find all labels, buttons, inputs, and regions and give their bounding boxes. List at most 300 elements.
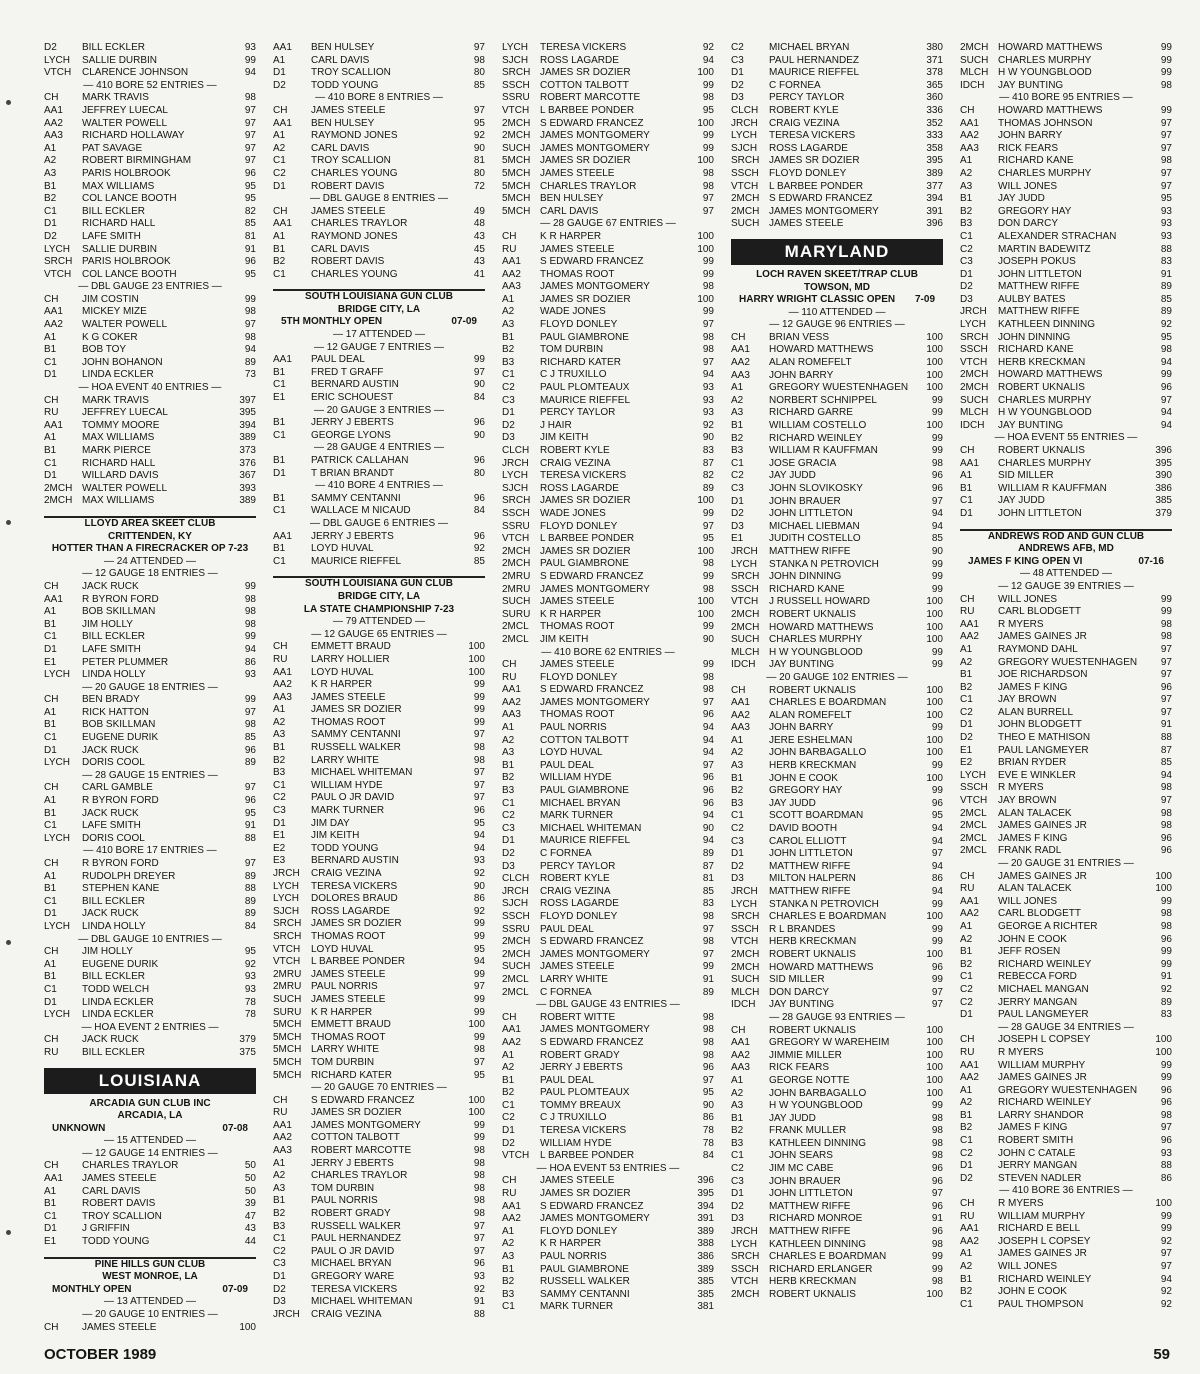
class-code: AA1 bbox=[502, 1200, 521, 1212]
result-row bbox=[273, 1233, 485, 1246]
class-code: D1 bbox=[731, 495, 744, 507]
result-row bbox=[731, 1176, 943, 1189]
result-row bbox=[502, 1112, 714, 1125]
shooter-name: J HAIR bbox=[540, 419, 572, 431]
result-row bbox=[502, 684, 714, 697]
class-code: SRCH bbox=[502, 67, 531, 79]
shooter-name: JAMES SR DOZIER bbox=[311, 1107, 402, 1119]
class-code: AA1 bbox=[44, 104, 63, 116]
class-code: B2 bbox=[273, 754, 286, 766]
score: 88 bbox=[473, 1308, 485, 1320]
result-row bbox=[273, 206, 485, 219]
shooter-name: JOHN E COOK bbox=[998, 1286, 1067, 1298]
score: 98 bbox=[244, 593, 256, 605]
score: 385 bbox=[697, 1276, 714, 1288]
class-code: C1 bbox=[273, 779, 286, 791]
result-row bbox=[273, 231, 485, 244]
class-code: B2 bbox=[960, 1122, 973, 1134]
result-row bbox=[960, 1009, 1172, 1022]
class-code: B2 bbox=[502, 772, 515, 784]
result-row bbox=[273, 667, 485, 680]
class-code: B2 bbox=[731, 1125, 744, 1137]
shooter-name: ROBERT DAVIS bbox=[311, 256, 385, 268]
score: 390 bbox=[1155, 470, 1172, 482]
result-row bbox=[44, 719, 256, 732]
event-subheader: — 410 BORE 36 ENTRIES — bbox=[999, 1185, 1133, 1197]
class-code: LYCH bbox=[731, 558, 757, 570]
score: 98 bbox=[702, 583, 714, 595]
result-row bbox=[502, 1125, 714, 1138]
result-row bbox=[502, 1289, 714, 1302]
result-row bbox=[44, 1211, 256, 1224]
shooter-name: ROBERT KYLE bbox=[769, 104, 839, 116]
score: 98 bbox=[702, 936, 714, 948]
class-code: LYCH bbox=[731, 1238, 757, 1250]
class-code: D1 bbox=[960, 1009, 973, 1021]
score: 396 bbox=[1155, 445, 1172, 456]
shooter-name: JAMES SR DOZIER bbox=[540, 293, 631, 305]
class-code: B1 bbox=[273, 455, 286, 466]
shooter-name: PATRICK CALLAHAN bbox=[311, 455, 409, 466]
class-code: C2 bbox=[273, 1245, 286, 1257]
binding-hole-mark bbox=[6, 520, 11, 525]
shooter-name: JAY JUDD bbox=[769, 1112, 816, 1124]
score: 80 bbox=[473, 167, 485, 179]
score: 85 bbox=[244, 732, 256, 744]
result-row bbox=[273, 1284, 485, 1297]
class-code: RU bbox=[273, 653, 288, 665]
score: 96 bbox=[473, 455, 485, 466]
shooter-name: MATTHEW RIFFE bbox=[769, 1200, 851, 1212]
result-row bbox=[44, 294, 256, 307]
shooter-name: ROSS LAGARDE bbox=[540, 54, 619, 66]
result-row bbox=[731, 344, 943, 357]
result-row bbox=[731, 483, 943, 496]
shooter-name: MARTIN BADEWITZ bbox=[998, 243, 1091, 255]
result-row bbox=[502, 80, 714, 93]
result-row bbox=[731, 55, 943, 68]
shooter-name: MICHAEL MANGAN bbox=[998, 983, 1089, 995]
shooter-name: MATTHEW RIFFE bbox=[769, 860, 851, 872]
shooter-name: JERRY MANGAN bbox=[998, 1160, 1078, 1172]
shooter-name: TERESA VICKERS bbox=[769, 130, 856, 142]
score: 100 bbox=[926, 772, 943, 784]
class-code: AA3 bbox=[44, 130, 63, 142]
result-row bbox=[502, 584, 714, 597]
score: 100 bbox=[926, 948, 943, 960]
score: 98 bbox=[931, 1112, 943, 1124]
result-row bbox=[960, 1097, 1172, 1110]
shooter-name: JAMES STEELE bbox=[540, 1175, 615, 1187]
class-code: CLCH bbox=[731, 104, 759, 116]
class-code: CH bbox=[44, 394, 59, 406]
class-code: A1 bbox=[960, 643, 973, 655]
class-code: AA1 bbox=[44, 1173, 63, 1185]
shooter-name: MICHAEL WHITEMAN bbox=[311, 767, 413, 779]
result-row bbox=[731, 924, 943, 937]
results-column-5 bbox=[960, 42, 1172, 1311]
footer-issue-date: OCTOBER 1989 bbox=[44, 1346, 157, 1363]
class-code: SUCH bbox=[960, 394, 989, 406]
result-row bbox=[731, 861, 943, 874]
result-row bbox=[731, 873, 943, 886]
score: 96 bbox=[1160, 1084, 1172, 1096]
result-row bbox=[731, 1264, 943, 1277]
score: 88 bbox=[244, 832, 256, 844]
class-code: B1 bbox=[502, 759, 515, 771]
club-header-line: BRIDGE CITY, LA bbox=[337, 590, 421, 602]
result-row bbox=[273, 692, 485, 705]
result-row bbox=[960, 820, 1172, 833]
shooter-name: ROSS LAGARDE bbox=[769, 142, 848, 154]
shooter-name: WALTER POWELL bbox=[82, 117, 168, 129]
class-code: A1 bbox=[273, 1157, 286, 1169]
score: 365 bbox=[926, 79, 943, 91]
result-row bbox=[731, 433, 943, 446]
result-row bbox=[960, 105, 1172, 118]
event-subheader: — 12 GAUGE 18 ENTRIES — bbox=[82, 568, 218, 580]
result-row bbox=[273, 994, 485, 1007]
class-code: A1 bbox=[44, 958, 57, 970]
result-row bbox=[731, 496, 943, 509]
shooter-name: PAUL GIAMBRONE bbox=[540, 331, 629, 343]
shooter-name: LARRY SHANDOR bbox=[998, 1109, 1084, 1121]
score: 99 bbox=[931, 923, 943, 935]
shooter-name: LAFE SMITH bbox=[82, 643, 141, 655]
result-row bbox=[44, 795, 256, 808]
class-code: A2 bbox=[502, 306, 515, 318]
result-row bbox=[273, 818, 485, 831]
class-code: A2 bbox=[273, 1170, 286, 1182]
class-code: AA2 bbox=[502, 1213, 521, 1225]
result-row bbox=[731, 1062, 943, 1075]
result-row bbox=[960, 395, 1172, 408]
class-code: C3 bbox=[731, 54, 744, 66]
shooter-name: ALAN ROMEFELT bbox=[769, 357, 852, 369]
class-code: JRCH bbox=[273, 1308, 300, 1320]
shooter-name: RICHARD WEINLEY bbox=[998, 958, 1092, 970]
class-code: LYCH bbox=[273, 893, 299, 905]
shooter-name: K R HARPER bbox=[540, 1238, 602, 1250]
score: 92 bbox=[473, 905, 485, 917]
class-code: SSRU bbox=[502, 92, 530, 104]
shooter-name: GREGORY WARE bbox=[311, 1271, 395, 1282]
shooter-name: R MYERS bbox=[998, 618, 1044, 630]
shooter-name: JAMES SR DOZIER bbox=[540, 1188, 631, 1200]
result-row bbox=[960, 644, 1172, 657]
score: 91 bbox=[244, 243, 256, 255]
score: 360 bbox=[926, 92, 943, 104]
shooter-name: RICHARD WEINLEY bbox=[998, 1273, 1092, 1285]
score: 97 bbox=[244, 782, 256, 794]
score: 43 bbox=[244, 1223, 256, 1235]
result-row bbox=[44, 1236, 256, 1249]
shoot-title-row bbox=[273, 316, 485, 329]
shooter-name: JAMES GAINES JR bbox=[998, 1248, 1087, 1260]
class-code: JRCH bbox=[502, 457, 529, 469]
class-code: C2 bbox=[960, 983, 973, 995]
score: 97 bbox=[244, 117, 256, 129]
result-row bbox=[502, 483, 714, 496]
shooter-name: LINDA HOLLY bbox=[82, 669, 146, 681]
class-code: CH bbox=[960, 1198, 975, 1210]
results-column-3 bbox=[502, 42, 714, 1314]
shooter-name: THOMAS ROOT bbox=[540, 621, 615, 633]
result-row bbox=[731, 571, 943, 584]
shooter-name: JOHN BARRY bbox=[769, 369, 834, 381]
result-row bbox=[731, 1251, 943, 1264]
class-code: C3 bbox=[731, 1175, 744, 1187]
score: 93 bbox=[1160, 1147, 1172, 1159]
score: 97 bbox=[473, 1233, 485, 1245]
result-row bbox=[273, 1170, 485, 1183]
score: 97 bbox=[702, 520, 714, 532]
class-code: IDCH bbox=[731, 999, 756, 1011]
shooter-name: K R HARPER bbox=[311, 1006, 373, 1018]
shooter-name: WILLARD DAVIS bbox=[82, 470, 159, 482]
shooter-name: CHARLES MURPHY bbox=[998, 457, 1092, 469]
class-code: AA1 bbox=[273, 117, 292, 129]
shooter-name: H W YOUNGBLOOD bbox=[769, 1100, 863, 1112]
shooter-name: BOB TOY bbox=[82, 344, 127, 356]
score: 100 bbox=[697, 67, 714, 79]
result-row bbox=[502, 155, 714, 168]
score: 97 bbox=[1160, 1261, 1172, 1272]
result-row bbox=[960, 181, 1172, 194]
shooter-name: CARL BLODGETT bbox=[998, 606, 1081, 618]
event-subheader: — 28 GAUGE 15 ENTRIES — bbox=[82, 769, 218, 781]
shooter-name: JERRY J EBERTS bbox=[311, 530, 394, 542]
score: 99 bbox=[473, 1132, 485, 1144]
shooter-name: FLOYD DONLEY bbox=[540, 910, 618, 922]
class-code: MLCH bbox=[731, 986, 760, 998]
shooter-name: C FORNEA bbox=[540, 848, 592, 859]
result-row bbox=[731, 168, 943, 181]
result-row bbox=[273, 1007, 485, 1020]
shooter-name: JAMES GAINES JR bbox=[998, 631, 1087, 643]
shooter-name: JACK RUCK bbox=[82, 1034, 139, 1046]
result-row bbox=[960, 382, 1172, 395]
score: 377 bbox=[926, 180, 943, 192]
class-code: CH bbox=[44, 1321, 59, 1333]
result-row bbox=[273, 981, 485, 994]
event-subheader: — 12 GAUGE 14 ENTRIES — bbox=[82, 1147, 218, 1159]
class-code: AA2 bbox=[44, 319, 63, 331]
result-row bbox=[502, 1175, 714, 1188]
shooter-name: PAUL HERNANDEZ bbox=[769, 54, 860, 66]
result-row bbox=[731, 596, 943, 609]
shooter-name: JAMES STEELE bbox=[311, 968, 386, 980]
shooter-name: BERNARD AUSTIN bbox=[311, 855, 399, 867]
score: 45 bbox=[473, 243, 485, 255]
class-code: AA3 bbox=[502, 281, 521, 293]
result-row bbox=[960, 997, 1172, 1010]
shooter-name: BOB SKILLMAN bbox=[82, 606, 156, 618]
shooter-name: ROBERT KYLE bbox=[540, 445, 610, 456]
class-code: B1 bbox=[502, 1074, 515, 1086]
class-code: C3 bbox=[273, 805, 286, 817]
shooter-name: TROY SCALLION bbox=[311, 155, 391, 167]
shooter-name: JAMES F KING bbox=[998, 681, 1068, 693]
class-code: 2MCH bbox=[502, 545, 531, 557]
result-row bbox=[731, 685, 943, 698]
score: 96 bbox=[244, 256, 256, 268]
score: 98 bbox=[473, 1195, 485, 1207]
result-row bbox=[273, 742, 485, 755]
shooter-name: JAMES MONTGOMERY bbox=[769, 205, 879, 217]
class-code: A2 bbox=[731, 394, 744, 406]
result-row bbox=[960, 745, 1172, 758]
score: 95 bbox=[702, 104, 714, 116]
class-code: C1 bbox=[960, 971, 973, 983]
score: 94 bbox=[1160, 407, 1172, 419]
event-subheader: — 20 GAUGE 31 ENTRIES — bbox=[998, 858, 1134, 869]
shooter-name: JIM HOLLY bbox=[82, 618, 133, 630]
class-code: A1 bbox=[273, 54, 286, 66]
shooter-name: S EDWARD FRANCEZ bbox=[540, 570, 644, 582]
event-subheader: — 20 GAUGE 18 ENTRIES — bbox=[82, 681, 218, 693]
score: 81 bbox=[473, 155, 485, 167]
result-row bbox=[502, 924, 714, 937]
shooter-name: C FORNEA bbox=[769, 79, 821, 91]
score: 97 bbox=[1160, 669, 1172, 681]
score: 99 bbox=[473, 716, 485, 728]
shooter-name: WILLIAM R KAUFFMAN bbox=[998, 482, 1107, 494]
shooter-name: GREGORY WUESTENHAGEN bbox=[769, 382, 909, 394]
score: 98 bbox=[1160, 782, 1172, 794]
score: 99 bbox=[1160, 369, 1172, 381]
class-code: D2 bbox=[960, 732, 973, 744]
result-row bbox=[731, 92, 943, 105]
result-row bbox=[731, 584, 943, 597]
club-header-line: ARCADIA GUN CLUB INC bbox=[89, 1097, 211, 1109]
shooter-name: BERNARD AUSTIN bbox=[311, 379, 399, 391]
result-row bbox=[44, 357, 256, 370]
class-code: C2 bbox=[502, 1112, 515, 1124]
result-row bbox=[502, 571, 714, 584]
result-row bbox=[273, 1132, 485, 1145]
score: 99 bbox=[702, 621, 714, 633]
class-code: AA3 bbox=[731, 369, 750, 381]
score: 94 bbox=[244, 643, 256, 655]
shooter-name: HOWARD MATTHEWS bbox=[998, 369, 1103, 381]
class-code: B2 bbox=[960, 681, 973, 693]
class-code: CH bbox=[273, 104, 288, 116]
class-code: C1 bbox=[44, 983, 57, 995]
result-row bbox=[960, 407, 1172, 420]
shooter-name: S EDWARD FRANCEZ bbox=[311, 1094, 415, 1106]
score: 100 bbox=[697, 243, 714, 255]
shooter-name: JAMES SR DOZIER bbox=[311, 918, 402, 930]
score: 78 bbox=[702, 1125, 714, 1137]
result-row bbox=[960, 508, 1172, 521]
shooter-name: JAMES STEELE bbox=[82, 1321, 157, 1333]
result-row bbox=[273, 143, 485, 156]
shooter-name: WILLIAM HYDE bbox=[540, 1137, 612, 1149]
event-subheader: — 24 ATTENDED — bbox=[103, 555, 197, 567]
score: 99 bbox=[931, 785, 943, 797]
result-row bbox=[273, 1057, 485, 1070]
class-code: D3 bbox=[960, 293, 973, 305]
event-subheader: — 20 GAUGE 10 ENTRIES — bbox=[82, 1309, 218, 1320]
class-code: 2MCH bbox=[44, 495, 73, 507]
result-row bbox=[731, 218, 943, 231]
score: 97 bbox=[1160, 706, 1172, 718]
class-code: CH bbox=[44, 293, 59, 305]
class-code: SSRU bbox=[502, 923, 530, 935]
class-code: 5MCH bbox=[502, 205, 531, 217]
class-code: C1 bbox=[502, 1301, 515, 1313]
shooter-name: JAMES GAINES JR bbox=[998, 1072, 1087, 1084]
class-code: B2 bbox=[960, 205, 973, 217]
shooter-name: JIMMIE MILLER bbox=[769, 1049, 842, 1061]
result-row bbox=[44, 306, 256, 319]
score: 90 bbox=[931, 545, 943, 557]
shooter-name: JEFFREY LUECAL bbox=[82, 407, 168, 419]
class-code: IDCH bbox=[731, 659, 756, 671]
result-row bbox=[273, 1032, 485, 1045]
score: 98 bbox=[702, 92, 714, 104]
shooter-name: JIM MC CABE bbox=[769, 1163, 834, 1175]
result-row bbox=[960, 694, 1172, 707]
result-row bbox=[44, 92, 256, 105]
class-code: A1 bbox=[44, 706, 57, 718]
class-code: 2MCH bbox=[960, 42, 989, 53]
class-code: 2MCH bbox=[731, 193, 760, 205]
shooter-name: FRANK MULLER bbox=[769, 1125, 847, 1137]
class-code: SRCH bbox=[731, 155, 760, 167]
shooter-name: ROBERT MARCOTTE bbox=[311, 1145, 412, 1157]
result-row bbox=[960, 707, 1172, 720]
shooter-name: CARL DAVIS bbox=[311, 243, 370, 255]
result-row bbox=[731, 697, 943, 710]
class-code: 5MCH bbox=[273, 1031, 302, 1043]
class-code: C2 bbox=[731, 470, 744, 482]
shooter-name: ROBERT SMITH bbox=[998, 1135, 1074, 1147]
result-row bbox=[44, 871, 256, 884]
result-row bbox=[44, 707, 256, 720]
score: 98 bbox=[931, 1150, 943, 1162]
result-row bbox=[502, 533, 714, 546]
score: 394 bbox=[697, 1200, 714, 1212]
shooter-name: JAMES MONTGOMERY bbox=[540, 1213, 650, 1225]
result-row bbox=[731, 647, 943, 660]
class-code: JRCH bbox=[731, 117, 758, 129]
shooter-name: EMMETT BRAUD bbox=[311, 641, 391, 653]
class-code: CH bbox=[44, 92, 59, 104]
shooter-name: RICHARD ERLANGER bbox=[769, 1263, 873, 1275]
shooter-name: THOMAS ROOT bbox=[311, 716, 386, 728]
event-subheader: — 410 BORE 52 ENTRIES — bbox=[83, 79, 217, 91]
result-row bbox=[273, 830, 485, 843]
score: 88 bbox=[1160, 243, 1172, 255]
score: 100 bbox=[239, 1321, 256, 1333]
result-row bbox=[502, 382, 714, 395]
shooter-name: THOMAS ROOT bbox=[311, 1031, 386, 1043]
class-code: B2 bbox=[960, 1286, 973, 1298]
score: 99 bbox=[931, 445, 943, 457]
class-code: AA2 bbox=[502, 268, 521, 280]
result-row bbox=[731, 458, 943, 471]
result-row bbox=[44, 1198, 256, 1211]
result-row bbox=[44, 206, 256, 219]
shooter-name: MARK TURNER bbox=[540, 810, 614, 822]
shooter-name: WILLIAM R KAUFFMAN bbox=[769, 445, 878, 457]
class-code: 2MCH bbox=[502, 130, 531, 142]
shooter-name: JOSEPH L COPSEY bbox=[998, 1235, 1091, 1247]
class-code: VTCH bbox=[273, 943, 301, 955]
class-code: LYCH bbox=[960, 319, 986, 331]
